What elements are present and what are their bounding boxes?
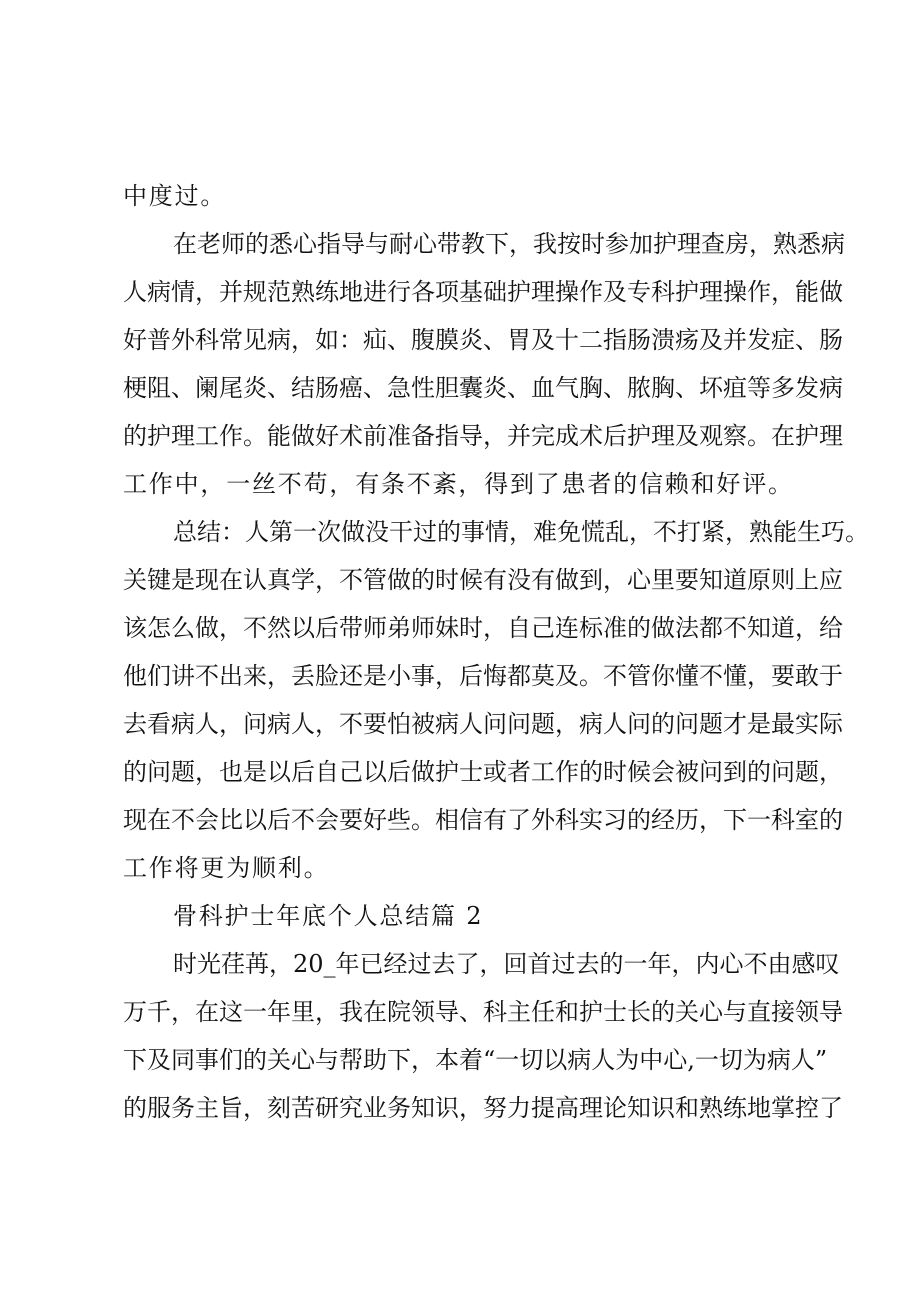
paragraph-first-line: 总结：人第一次做没干过的事情，难免慌乱，不打紧，熟能生巧。 xyxy=(173,518,869,546)
paragraph-line: 梗阻、阑尾炎、结肠癌、急性胆囊炎、血气胸、脓胸、坏疽等多发病 xyxy=(123,374,843,402)
paragraph-line: 工作中，一丝不苟，有条不紊，得到了患者的信赖和好评。 xyxy=(123,470,794,498)
paragraph-line: 的服务主旨，刻苦研究业务知识，努力提高理论知识和熟练地掌控了 xyxy=(123,1094,843,1122)
paragraph-line: 工作将更为顺利。 xyxy=(123,854,330,882)
paragraph-line: 中度过。 xyxy=(123,182,227,210)
paragraph-line: 的护理工作。能做好术前准备指导，并完成术后护理及观察。在护理 xyxy=(123,422,843,450)
paragraph-line: 去看病人，问病人，不要怕被病人问问题，病人问的问题才是最实际 xyxy=(123,710,843,738)
paragraph-first-line: 在老师的悉心指导与耐心带教下，我按时参加护理查房，熟悉病 xyxy=(173,230,845,258)
paragraph-line: 下及同事们的关心与帮助下，本着“一切以病人为中心,一切为病人” xyxy=(123,1046,828,1074)
paragraph-line: 好普外科常见病，如：疝、腹膜炎、胃及十二指肠溃疡及并发症、肠 xyxy=(123,326,843,354)
paragraph-first-line: 时光荏苒，20_年已经过去了，回首过去的一年，内心不由感叹 xyxy=(173,950,840,978)
paragraph-line: 的问题，也是以后自己以后做护士或者工作的时候会被问到的问题， xyxy=(123,758,843,786)
paragraph-line: 关键是现在认真学，不管做的时候有没有做到，心里要知道原则上应 xyxy=(123,566,843,594)
paragraph-line: 万千，在这一年里，我在院领导、科主任和护士长的关心与直接领导 xyxy=(123,998,843,1026)
paragraph-line: 现在不会比以后不会要好些。相信有了外科实习的经历，下一科室的 xyxy=(123,806,843,834)
paragraph-line: 他们讲不出来，丢脸还是小事，后悔都莫及。不管你懂不懂，要敢于 xyxy=(123,662,843,690)
paragraph-line: 人病情，并规范熟练地进行各项基础护理操作及专科护理操作，能做 xyxy=(123,278,843,306)
paragraph-line: 该怎么做，不然以后带师弟师妹时，自己连标准的做法都不知道，给 xyxy=(123,614,843,642)
section-heading: 骨科护士年底个人总结篇 2 xyxy=(173,902,484,930)
